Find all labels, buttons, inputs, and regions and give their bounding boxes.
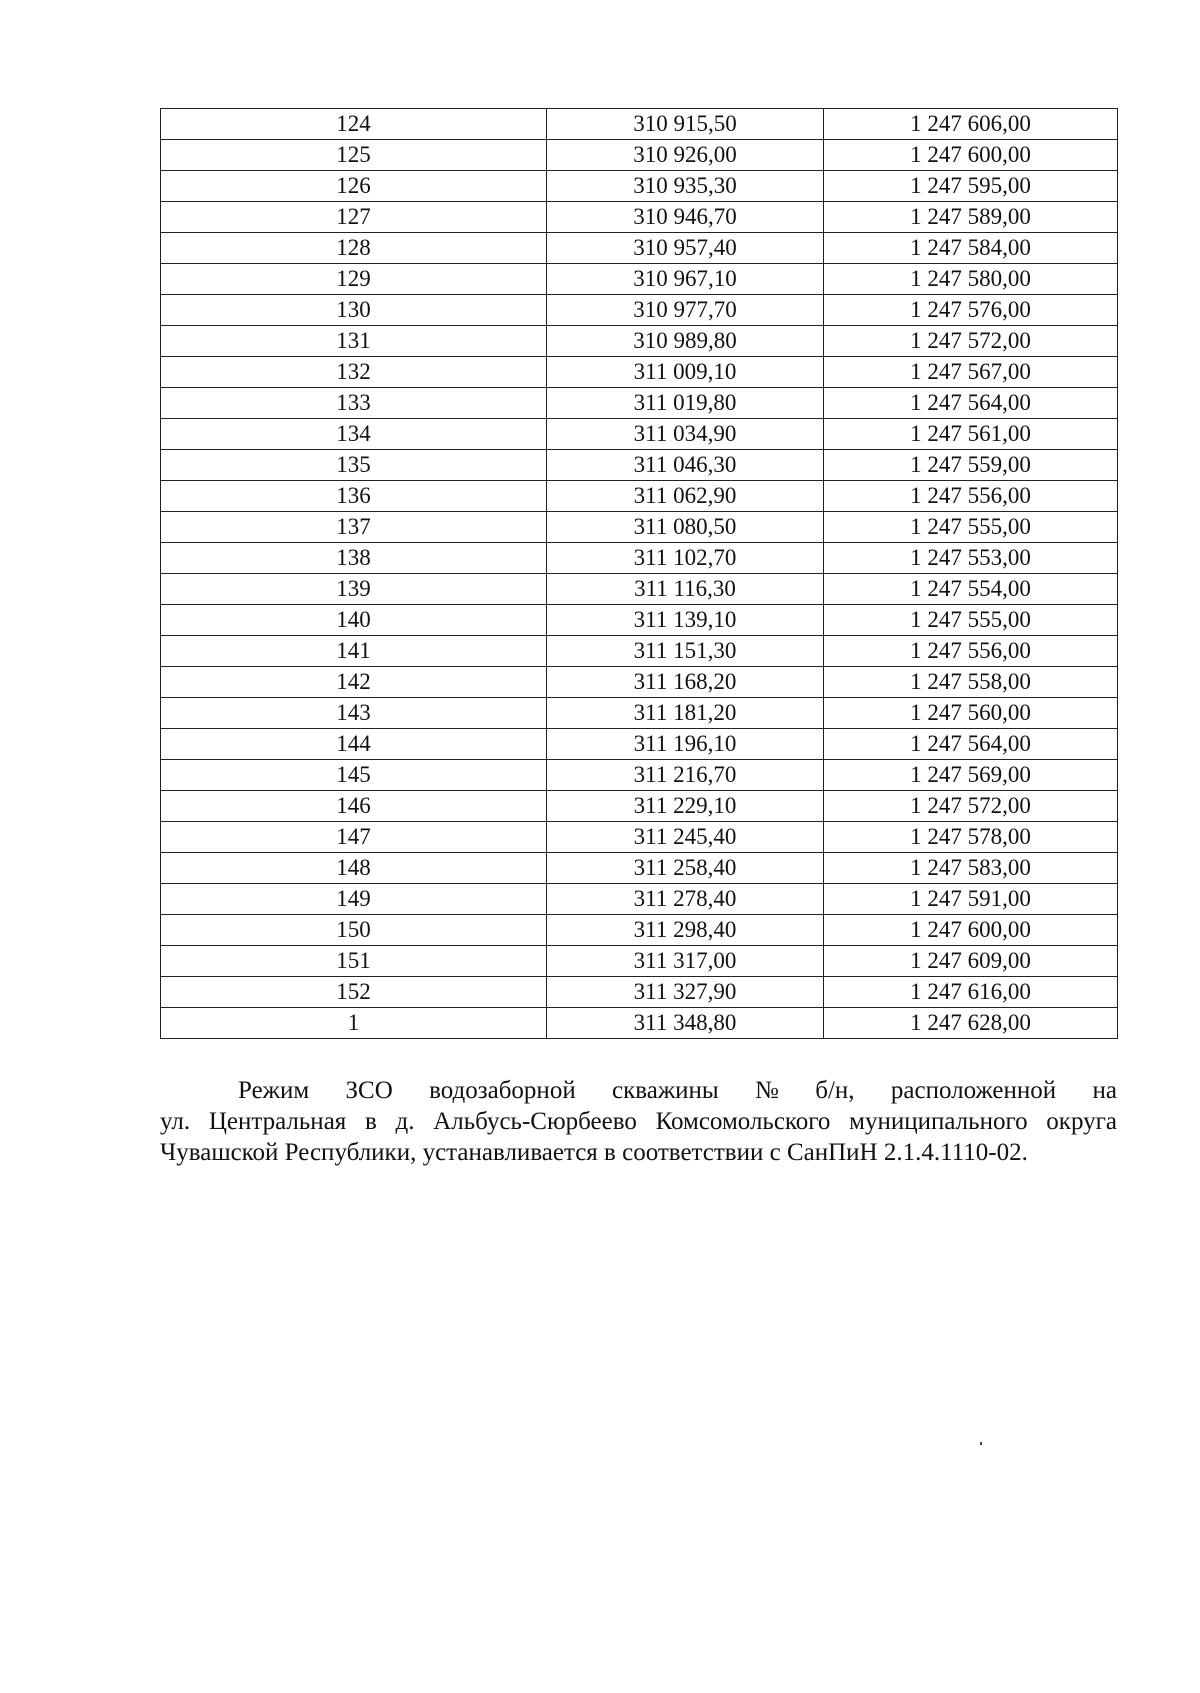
- table-row: [161, 481, 1118, 512]
- table-row: [161, 512, 1118, 543]
- x-coordinate-cell: 310 989,80: [547, 326, 824, 357]
- scan-speck: [980, 1442, 982, 1445]
- y-coordinate-cell: 1 247 616,00: [824, 977, 1118, 1008]
- point-number-cell: 148: [161, 853, 547, 884]
- point-number-cell: 142: [161, 667, 547, 698]
- table-row: [161, 264, 1118, 295]
- point-number-cell: 137: [161, 512, 547, 543]
- x-coordinate-cell: 311 151,30: [547, 636, 824, 667]
- point-number-cell: 151: [161, 946, 547, 977]
- x-coordinate-cell: 311 019,80: [547, 388, 824, 419]
- table-row: [161, 171, 1118, 202]
- table-row: [161, 202, 1118, 233]
- x-coordinate-cell: 310 977,70: [547, 295, 824, 326]
- table-row: [161, 295, 1118, 326]
- point-number-cell: 133: [161, 388, 547, 419]
- table-row: [161, 667, 1118, 698]
- paragraph-line-3: Чувашской Республики, устанавливается в соответствии с СанПиН 2.1.4.1110-02.: [160, 1139, 1028, 1166]
- table-row: [161, 109, 1118, 140]
- paragraph-word: округа: [1046, 1108, 1117, 1135]
- table-row: [161, 791, 1118, 822]
- y-coordinate-cell: 1 247 606,00: [824, 109, 1118, 140]
- y-coordinate-cell: 1 247 576,00: [824, 295, 1118, 326]
- point-number-cell: 136: [161, 481, 547, 512]
- y-coordinate-cell: 1 247 591,00: [824, 884, 1118, 915]
- point-number-cell: 139: [161, 574, 547, 605]
- point-number-cell: 130: [161, 295, 547, 326]
- table-row: [161, 760, 1118, 791]
- x-coordinate-cell: 311 046,30: [547, 450, 824, 481]
- coordinates-table-body: [161, 109, 1118, 1039]
- point-number-cell: 149: [161, 884, 547, 915]
- table-row: [161, 698, 1118, 729]
- x-coordinate-cell: 311 298,40: [547, 915, 824, 946]
- point-number-cell: 145: [161, 760, 547, 791]
- paragraph-word: скважины: [612, 1077, 719, 1104]
- y-coordinate-cell: 1 247 578,00: [824, 822, 1118, 853]
- y-coordinate-cell: 1 247 564,00: [824, 388, 1118, 419]
- point-number-cell: 127: [161, 202, 547, 233]
- point-number-cell: 152: [161, 977, 547, 1008]
- x-coordinate-cell: 311 062,90: [547, 481, 824, 512]
- x-coordinate-cell: 310 926,00: [547, 140, 824, 171]
- y-coordinate-cell: 1 247 589,00: [824, 202, 1118, 233]
- point-number-cell: 141: [161, 636, 547, 667]
- x-coordinate-cell: 311 229,10: [547, 791, 824, 822]
- y-coordinate-cell: 1 247 580,00: [824, 264, 1118, 295]
- x-coordinate-cell: 311 168,20: [547, 667, 824, 698]
- table-row: [161, 915, 1118, 946]
- table-row: [161, 543, 1118, 574]
- point-number-cell: 138: [161, 543, 547, 574]
- point-number-cell: 125: [161, 140, 547, 171]
- paragraph-word: на: [1092, 1077, 1117, 1104]
- table-row: [161, 388, 1118, 419]
- paragraph-line-2: [160, 1106, 1117, 1137]
- table-row: [161, 450, 1118, 481]
- table-row: [161, 822, 1118, 853]
- x-coordinate-cell: 311 278,40: [547, 884, 824, 915]
- paragraph-word: водозаборной: [429, 1077, 576, 1104]
- y-coordinate-cell: 1 247 572,00: [824, 791, 1118, 822]
- point-number-cell: 147: [161, 822, 547, 853]
- point-number-cell: 143: [161, 698, 547, 729]
- table-row: [161, 853, 1118, 884]
- point-number-cell: 144: [161, 729, 547, 760]
- point-number-cell: 134: [161, 419, 547, 450]
- table-row: [161, 884, 1118, 915]
- table-row: [161, 326, 1118, 357]
- table-row: [161, 605, 1118, 636]
- y-coordinate-cell: 1 247 558,00: [824, 667, 1118, 698]
- point-number-cell: 1: [161, 1008, 547, 1039]
- x-coordinate-cell: 311 196,10: [547, 729, 824, 760]
- table-row: [161, 946, 1118, 977]
- point-number-cell: 126: [161, 171, 547, 202]
- paragraph-word: ул.: [160, 1108, 191, 1135]
- x-coordinate-cell: 311 258,40: [547, 853, 824, 884]
- point-number-cell: 150: [161, 915, 547, 946]
- paragraph-word: расположенной: [890, 1077, 1057, 1104]
- point-number-cell: 129: [161, 264, 547, 295]
- x-coordinate-cell: 311 102,70: [547, 543, 824, 574]
- x-coordinate-cell: 311 348,80: [547, 1008, 824, 1039]
- x-coordinate-cell: 310 957,40: [547, 233, 824, 264]
- table-row: [161, 419, 1118, 450]
- point-number-cell: 131: [161, 326, 547, 357]
- y-coordinate-cell: 1 247 555,00: [824, 512, 1118, 543]
- table-row: [161, 140, 1118, 171]
- x-coordinate-cell: 311 009,10: [547, 357, 824, 388]
- x-coordinate-cell: 310 935,30: [547, 171, 824, 202]
- y-coordinate-cell: 1 247 561,00: [824, 419, 1118, 450]
- paragraph-word: муниципального: [849, 1108, 1028, 1135]
- x-coordinate-cell: 310 967,10: [547, 264, 824, 295]
- y-coordinate-cell: 1 247 595,00: [824, 171, 1118, 202]
- paragraph-word: Альбусь-Сюрбеево: [433, 1108, 637, 1135]
- y-coordinate-cell: 1 247 556,00: [824, 481, 1118, 512]
- x-coordinate-cell: 311 216,70: [547, 760, 824, 791]
- table-row: [161, 1008, 1118, 1039]
- paragraph-word: ЗСО: [345, 1077, 393, 1104]
- y-coordinate-cell: 1 247 583,00: [824, 853, 1118, 884]
- table-row: [161, 977, 1118, 1008]
- point-number-cell: 135: [161, 450, 547, 481]
- x-coordinate-cell: 311 034,90: [547, 419, 824, 450]
- table-row: [161, 574, 1118, 605]
- coordinates-table: [160, 108, 1118, 1039]
- y-coordinate-cell: 1 247 628,00: [824, 1008, 1118, 1039]
- point-number-cell: 124: [161, 109, 547, 140]
- paragraph-word: д.: [395, 1108, 415, 1135]
- y-coordinate-cell: 1 247 600,00: [824, 140, 1118, 171]
- x-coordinate-cell: 311 327,90: [547, 977, 824, 1008]
- x-coordinate-cell: 311 080,50: [547, 512, 824, 543]
- y-coordinate-cell: 1 247 554,00: [824, 574, 1118, 605]
- y-coordinate-cell: 1 247 560,00: [824, 698, 1118, 729]
- x-coordinate-cell: 311 139,10: [547, 605, 824, 636]
- x-coordinate-cell: 311 317,00: [547, 946, 824, 977]
- y-coordinate-cell: 1 247 584,00: [824, 233, 1118, 264]
- y-coordinate-cell: 1 247 567,00: [824, 357, 1118, 388]
- point-number-cell: 146: [161, 791, 547, 822]
- x-coordinate-cell: 311 245,40: [547, 822, 824, 853]
- point-number-cell: 128: [161, 233, 547, 264]
- paragraph-word: Комсомольского: [655, 1108, 831, 1135]
- y-coordinate-cell: 1 247 556,00: [824, 636, 1118, 667]
- table-row: [161, 233, 1118, 264]
- regime-paragraph: [160, 1075, 1117, 1168]
- table-row: [161, 636, 1118, 667]
- table-row: [161, 357, 1118, 388]
- paragraph-word: Центральная: [208, 1108, 347, 1135]
- x-coordinate-cell: 311 116,30: [547, 574, 824, 605]
- point-number-cell: 140: [161, 605, 547, 636]
- x-coordinate-cell: 311 181,20: [547, 698, 824, 729]
- x-coordinate-cell: 310 915,50: [547, 109, 824, 140]
- point-number-cell: 132: [161, 357, 547, 388]
- y-coordinate-cell: 1 247 569,00: [824, 760, 1118, 791]
- y-coordinate-cell: 1 247 600,00: [824, 915, 1118, 946]
- paragraph-word: №: [755, 1077, 779, 1104]
- y-coordinate-cell: 1 247 555,00: [824, 605, 1118, 636]
- y-coordinate-cell: 1 247 559,00: [824, 450, 1118, 481]
- table-row: [161, 729, 1118, 760]
- paragraph-word: Режим: [238, 1077, 310, 1104]
- x-coordinate-cell: 310 946,70: [547, 202, 824, 233]
- y-coordinate-cell: 1 247 609,00: [824, 946, 1118, 977]
- paragraph-word: в: [365, 1108, 377, 1135]
- paragraph-line-1: [160, 1075, 1117, 1106]
- y-coordinate-cell: 1 247 553,00: [824, 543, 1118, 574]
- paragraph-word: б/н,: [815, 1077, 855, 1104]
- y-coordinate-cell: 1 247 564,00: [824, 729, 1118, 760]
- y-coordinate-cell: 1 247 572,00: [824, 326, 1118, 357]
